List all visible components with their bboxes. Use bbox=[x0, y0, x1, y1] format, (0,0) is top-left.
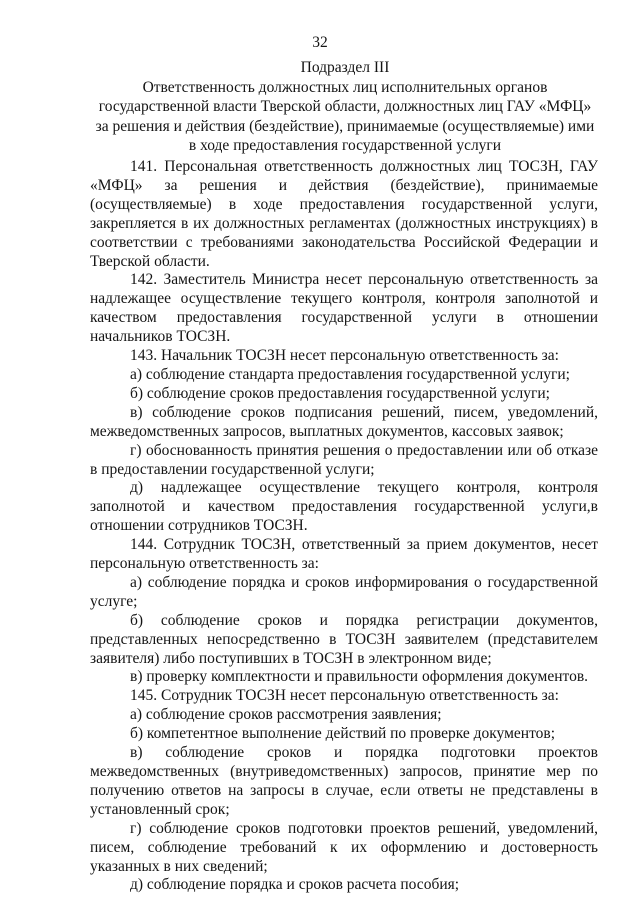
list-item-143-a: а) соблюдение стандарта предоставления государственной услуги; bbox=[130, 365, 570, 383]
section-title: Ответственность должностных лиц исполнительных органов государственной власти Тверской области, должностных лиц ГАУ «МФЦ» за решения и действия (бездействие), принимаемые (осуществляемые) ими в ходе предоставления государственной услуги bbox=[95, 78, 595, 154]
list-item-145-v: в) соблюдение сроков и порядка подготовки проектов межведомственных (внутриведомственных) запросов, принятие мер по получению ответов на запросы в случае, если ответы не представлены в установленный срок; bbox=[90, 744, 598, 818]
list-item-144-a: а) соблюдение порядка и сроков информирования о государственной услуге; bbox=[90, 573, 598, 610]
paragraph-142: 142. Заместитель Министра несет персональную ответственность за надлежащее осуществление текущего контроля, контроля заполнотой и качеством предоставления государственной услуги в отношении начальников ТОСЗН. bbox=[90, 271, 598, 346]
list-item-145-g: г) соблюдение сроков подготовки проектов решений, уведомлений, писем, соблюдение требований к их оформлению и достоверность указанных в них сведений; bbox=[90, 819, 598, 875]
list-item-145-b: б) компетентное выполнение действий по проверке документов; bbox=[130, 725, 556, 743]
list-item-143-g: г) обоснованность принятия решения о предоставлении или об отказе в предоставлении государственной услуги; bbox=[90, 441, 598, 478]
list-item-143-b: б) соблюдение сроков предоставления государственной услуги; bbox=[130, 384, 550, 402]
paragraph-141: 141. Персональная ответственность должностных лиц ТОСЗН, ГАУ «МФЦ» за решения и действия (бездействие), принимаемые (осуществляемые) в ходе предоставления государственной услуги, закрепляется в их должностных регламентах (должностных инструкциях) в соответствии с требованиями законодательства Российской Федерации и Тверской области. bbox=[90, 158, 598, 270]
list-item-145-d: д) соблюдение порядка и сроков расчета пособия; bbox=[130, 876, 460, 894]
list-item-145-a: а) соблюдение сроков рассмотрения заявления; bbox=[130, 706, 442, 724]
page-number: 32 bbox=[312, 34, 328, 51]
paragraph-144: 144. Сотрудник ТОСЗН, ответственный за прием документов, несет персональную ответственность за: bbox=[90, 536, 598, 573]
paragraph-145: 145. Сотрудник ТОСЗН несет персональную ответственность за: bbox=[130, 687, 559, 705]
list-item-143-v: в) соблюдение сроков подписания решений, писем, уведомлений, межведомственных запросов, выплатных документов, кассовых заявок; bbox=[90, 403, 598, 440]
list-item-144-v: в) проверку комплектности и правильности оформления документов. bbox=[130, 668, 589, 686]
paragraph-143: 143. Начальник ТОСЗН несет персональную ответственность за: bbox=[130, 347, 559, 365]
subsection-title: Подраздел III bbox=[300, 59, 390, 76]
list-item-144-b: б) соблюдение сроков и порядка регистрации документов, представленных непосредственно в ТОСЗН заявителем (представителем заявителя) либо поступивших в ТОСЗН в электронном виде; bbox=[90, 611, 598, 667]
section-heading bbox=[95, 58, 595, 156]
document-body bbox=[90, 158, 598, 895]
list-item-143-d: д) надлежащее осуществление текущего контроля, контроля заполнотой и качеством предоставления государственной услуги,в отношении сотрудников ТОСЗН. bbox=[90, 479, 598, 535]
